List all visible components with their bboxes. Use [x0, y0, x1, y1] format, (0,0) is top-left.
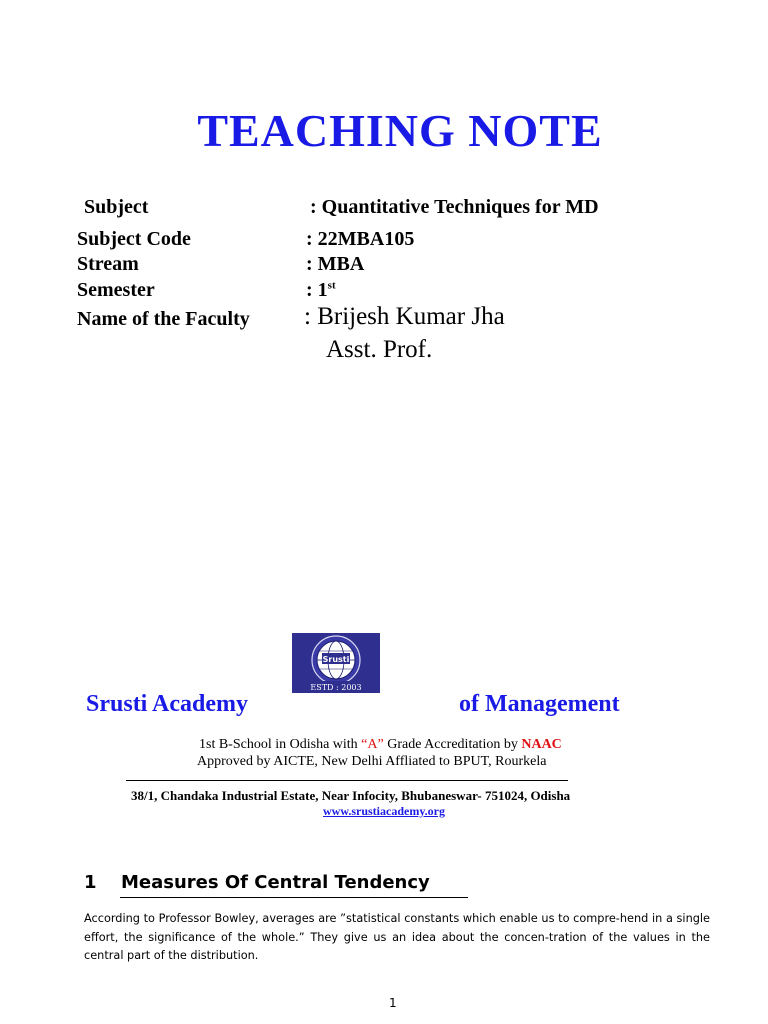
website-link[interactable]: www.srustiacademy.org — [323, 804, 445, 818]
logo-text: Srusti — [322, 655, 350, 664]
section-number: 1 — [84, 872, 97, 893]
faculty-designation: Asst. Prof. — [326, 336, 433, 363]
semester-label: Semester — [77, 279, 155, 301]
institute-name-right: of Management — [459, 691, 620, 717]
approval-line: Approved by AICTE, New Delhi Affliated to BPUT, Rourkela — [197, 754, 547, 769]
accreditation-line: 1st B-School in Odisha with “A” Grade Accreditation by NAAC — [199, 737, 562, 752]
faculty-label: Name of the Faculty — [77, 308, 250, 330]
stream-value: : MBA — [306, 253, 365, 275]
subject-label: Subject — [84, 196, 149, 218]
divider — [126, 780, 568, 781]
subject-code-label: Subject Code — [77, 228, 191, 250]
section-underline — [120, 897, 468, 898]
document-title: TEACHING NOTE — [197, 105, 603, 156]
semester-superscript: st — [327, 279, 336, 292]
institute-name-left: Srusti Academy — [86, 691, 248, 717]
section-paragraph: According to Professor Bowley, averages are ”statistical constants which enable us to compre-hend in a single effort, the significance of the whole.” They give us an idea about the concen-tration of the values in the central part of the distribution. — [84, 912, 710, 962]
stream-label: Stream — [77, 253, 139, 275]
subject-value: : Quantitative Techniques for MD — [310, 196, 599, 218]
logo-estd: ESTD : 2003 — [310, 683, 362, 692]
section-heading: Measures Of Central Tendency — [121, 872, 430, 893]
semester-value: : 1st — [306, 279, 336, 301]
page-number: 1 — [389, 996, 397, 1010]
faculty-name: : Brijesh Kumar Jha — [304, 303, 505, 330]
institute-logo — [292, 633, 380, 693]
subject-code-value: : 22MBA105 — [306, 228, 415, 250]
address: 38/1, Chandaka Industrial Estate, Near Infocity, Bhubaneswar- 751024, Odisha — [131, 788, 571, 803]
